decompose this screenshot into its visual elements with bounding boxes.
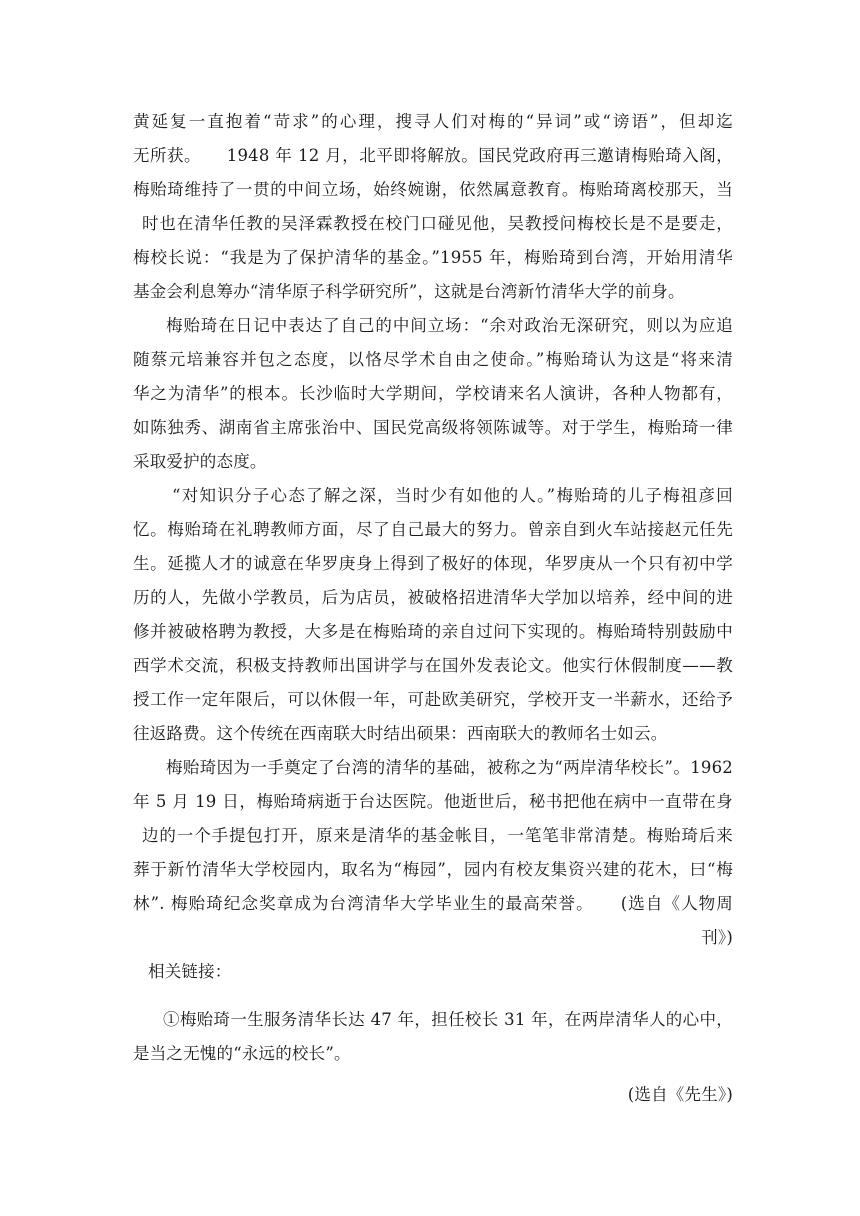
text-line: 梅贻琦在日记中表达了自己的中间立场：“余对政治无深研究，则以为应追 bbox=[166, 316, 733, 335]
text-line: 葬于新竹清华大学校园内，取名为“梅园”，园内有校友集资兴建的花木，曰“梅 bbox=[133, 860, 733, 879]
text-line: “对知识分子心态了解之深，当时少有如他的人。”梅贻琦的儿子梅祖彦回 bbox=[172, 486, 733, 505]
text-line: 随蔡元培兼容并包之态度，以恪尽学术自由之使命。”梅贻琦认为这是“将来清 bbox=[133, 350, 733, 369]
text-line: 西学术交流，积极支持教师出国讲学与在国外发表论文。他实行休假制度——教 bbox=[133, 656, 733, 675]
text-line: 基金会利息筹办“清华原子科学研究所”，这就是台湾新竹清华大学的前身。 bbox=[133, 282, 685, 301]
related-heading: 相关链接： bbox=[148, 962, 232, 981]
text-line: 忆。梅贻琦在礼聘教师方面，尽了自己最大的努力。曾亲自到火车站接赵元任先 bbox=[133, 520, 733, 539]
text-line: 黄延复一直抱着“苛求”的心理，搜寻人们对梅的“异词”或“谤语”，但却迄 bbox=[133, 112, 733, 131]
text-line: 授工作一定年限后，可以休假一年，可赴欧美研究，学校开支一半薪水，还给予 bbox=[133, 690, 733, 709]
text-line: 生。延揽人才的诚意在华罗庚身上得到了极好的体现，华罗庚从一个只有初中学 bbox=[133, 554, 733, 573]
text-line: 时也在清华任教的吴泽霖教授在校门口碰见他，吴教授问梅校长是不是要走， bbox=[142, 214, 733, 233]
source-citation: (选自《先生》) bbox=[627, 1085, 733, 1104]
text-line: 林”. 梅贻琦纪念奖章成为台湾清华大学毕业生的最高荣誉。 (选自《人物周 bbox=[133, 894, 733, 913]
text-line: 年 5 月 19 日，梅贻琦病逝于台达医院。他逝世后，秘书把他在病中一直带在身 bbox=[133, 792, 733, 811]
text-line: 梅贻琦因为一手奠定了台湾的清华的基础，被称之为“两岸清华校长”。1962 bbox=[166, 758, 733, 777]
related-item-continued: 是当之无愧的“永远的校长”。 bbox=[133, 1044, 351, 1063]
text-line: 梅校长说：“我是为了保护清华的基金。”1955 年，梅贻琦到台湾，开始用清华 bbox=[133, 248, 733, 267]
text-line: 无所获。 1948 年 12 月，北平即将解放。国民党政府再三邀请梅贻琦入阁， bbox=[133, 146, 733, 165]
text-line: 历的人，先做小学教员，后为店员，被破格招进清华大学加以培养，经中间的进 bbox=[133, 588, 733, 607]
text-line: 如陈独秀、湖南省主席张治中、国民党高级将领陈诚等。对于学生，梅贻琦一律 bbox=[133, 418, 733, 437]
text-line: 修并被破格聘为教授，大多是在梅贻琦的亲自过问下实现的。梅贻琦特别鼓励中 bbox=[133, 622, 733, 641]
text-line: 往返路费。这个传统在西南联大时结出硕果：西南联大的教师名士如云。 bbox=[133, 724, 668, 743]
text-line: 采取爱护的态度。 bbox=[133, 452, 267, 471]
text-line: 边的一个手提包打开，原来是清华的基金帐目，一笔笔非常清楚。梅贻琦后来 bbox=[142, 826, 733, 845]
source-citation: 刊》) bbox=[701, 928, 733, 947]
related-item: ①梅贻琦一生服务清华长达 47 年，担任校长 31 年，在两岸清华人的心中， bbox=[163, 1010, 733, 1029]
text-line: 梅贻琦维持了一贯的中间立场，始终婉谢，依然属意教育。梅贻琦离校那天，当 bbox=[133, 180, 733, 199]
text-line: 华之为清华”的根本。长沙临时大学期间，学校请来名人演讲，各种人物都有， bbox=[133, 384, 733, 403]
